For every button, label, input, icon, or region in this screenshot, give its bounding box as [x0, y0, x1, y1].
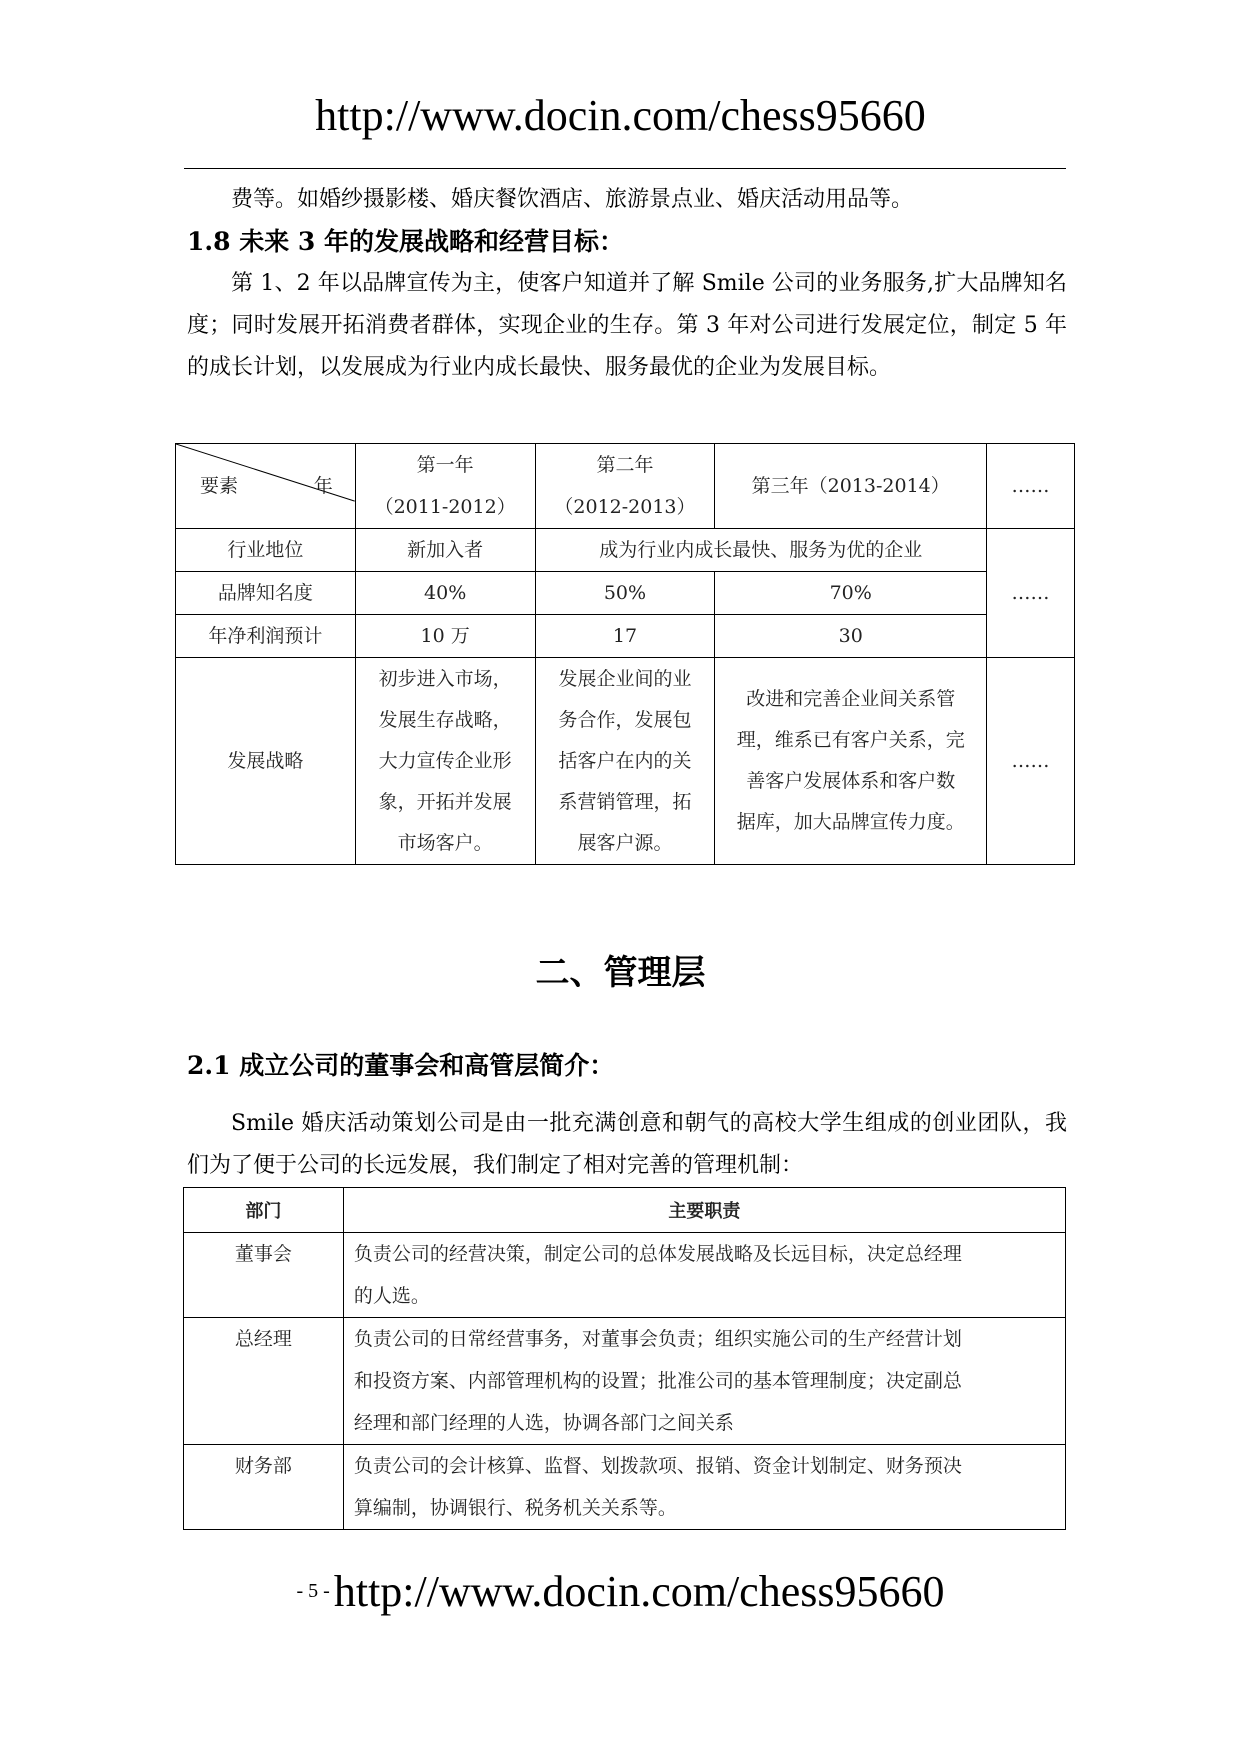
- year-header-1-range: （2011-2012）: [374, 496, 516, 518]
- table-row: [184, 1318, 1066, 1445]
- corner-label-factor: 要素: [200, 475, 239, 497]
- strategy-year-1-line: 初步进入市场，: [378, 667, 512, 690]
- table-row: [184, 1445, 1066, 1530]
- dept-cell: 董事会: [184, 1233, 344, 1318]
- year-header-3: 第三年（2013-2014）: [715, 444, 987, 529]
- awareness-year-3: 70%: [715, 572, 987, 615]
- year-header-more: ……: [987, 444, 1075, 529]
- awareness-year-1: 40%: [355, 572, 535, 615]
- duty-cell: [343, 1445, 1065, 1530]
- more-cell-bottom: ……: [987, 658, 1075, 865]
- year-header-1: [355, 444, 535, 529]
- duty-line: 负责公司的日常经营事务，对董事会负责；组织实施公司的生产经营计划: [353, 1328, 962, 1350]
- duty-line: 负责公司的会计核算、监督、划拨款项、报销、资金计划制定、财务预决: [353, 1455, 962, 1477]
- strategy-year-2-line: 务合作，发展包: [558, 708, 692, 731]
- dept-cell: 财务部: [184, 1445, 344, 1530]
- column-header-duty: 主要职责: [343, 1188, 1065, 1233]
- strategy-year-1-line: 大力宣传企业形: [378, 749, 512, 772]
- duty-cell: [343, 1318, 1065, 1445]
- strategy-year-3: [715, 658, 987, 865]
- profit-year-1: 10 万: [355, 615, 535, 658]
- header-divider: [184, 168, 1066, 169]
- awareness-year-2: 50%: [535, 572, 715, 615]
- strategy-year-1-line: 象，开拓并发展: [378, 790, 512, 813]
- strategy-year-3-line: 改进和完善企业间关系管: [746, 688, 956, 710]
- year-header-2: [535, 444, 715, 529]
- management-table: [183, 1187, 1066, 1530]
- profit-year-3: 30: [715, 615, 987, 658]
- header-url: http://www.docin.com/chess95660: [315, 91, 926, 140]
- intro-line: 费等。如婚纱摄影楼、婚庆餐饮酒店、旅游景点业、婚庆活动用品等。: [231, 187, 914, 212]
- duty-line: 和投资方案、内部管理机构的设置；批准公司的基本管理制度；决定副总: [353, 1370, 962, 1392]
- corner-label-year: 年: [313, 475, 333, 497]
- strategy-year-3-line: 理，维系已有客户关系，完: [736, 729, 965, 751]
- duty-line: 算编制，协调银行、税务机关关系等。: [353, 1497, 677, 1519]
- section-1-8-body: 第 1、2 年以品牌宣传为主，使客户知道并了解 Smile 公司的业务服务,扩大品牌知名度；同时发展开拓消费者群体，实现企业的生存。第 3 年对公司进行发展定位，制定 5 年的成长计划，以发展成为行业内成长最快、服务最优的企业为发展目标。: [187, 271, 1067, 380]
- footer-url: http://www.docin.com/chess95660: [333, 1567, 945, 1616]
- column-header-dept: 部门: [184, 1188, 344, 1233]
- duty-line: 经理和部门经理的人选，协调各部门之间关系: [353, 1412, 734, 1434]
- dept-cell: 总经理: [184, 1318, 344, 1445]
- more-cell-middle: ……: [987, 529, 1075, 658]
- footer: [0, 1566, 1241, 1617]
- position-year-1: 新加入者: [355, 529, 535, 572]
- year-header-1-title: 第一年: [416, 454, 474, 476]
- duty-line: 负责公司的经营决策，制定公司的总体发展战略及长远目标，决定总经理: [353, 1243, 962, 1265]
- duty-line: 的人选。: [353, 1285, 430, 1307]
- strategy-year-2-line: 发展企业间的业: [558, 667, 692, 690]
- duty-cell: [343, 1233, 1065, 1318]
- strategy-year-2-line: 展客户源。: [577, 831, 673, 854]
- section-2-1-heading: 2.1 成立公司的董事会和高管层简介：: [187, 1051, 615, 1080]
- table-row: [184, 1233, 1066, 1318]
- table-corner-cell: [176, 444, 356, 529]
- chapter-title: 二、管理层: [535, 953, 706, 993]
- strategy-year-1-line: 发展生存战略，: [378, 708, 512, 731]
- strategy-year-1: [355, 658, 535, 865]
- year-header-2-title: 第二年: [596, 454, 654, 476]
- strategy-year-3-line: 据库，加大品牌宣传力度。: [736, 811, 965, 833]
- profit-year-2: 17: [535, 615, 715, 658]
- strategy-year-1-line: 市场客户。: [397, 831, 493, 854]
- strategy-year-2-line: 系营销管理，拓: [558, 790, 692, 813]
- section-1-8-heading: 1.8 未来 3 年的发展战略和经营目标：: [187, 227, 625, 256]
- strategy-year-3-line: 善客户发展体系和客户数: [746, 770, 956, 792]
- goals-table: [175, 443, 1075, 865]
- row-label-awareness: 品牌知名度: [176, 572, 356, 615]
- strategy-year-2: [535, 658, 715, 865]
- row-label-profit: 年净利润预计: [176, 615, 356, 658]
- position-year-2-3: 成为行业内成长最快、服务为优的企业: [535, 529, 986, 572]
- section-2-1-body: Smile 婚庆活动策划公司是由一批充满创意和朝气的高校大学生组成的创业团队，我们为了便于公司的长远发展，我们制定了相对完善的管理机制：: [187, 1111, 1067, 1178]
- row-label-position: 行业地位: [176, 529, 356, 572]
- page-number: - 5 -: [296, 1580, 330, 1602]
- year-header-2-range: （2012-2013）: [554, 496, 696, 518]
- strategy-year-2-line: 括客户在内的关: [558, 749, 692, 772]
- row-label-strategy: 发展战略: [176, 658, 356, 865]
